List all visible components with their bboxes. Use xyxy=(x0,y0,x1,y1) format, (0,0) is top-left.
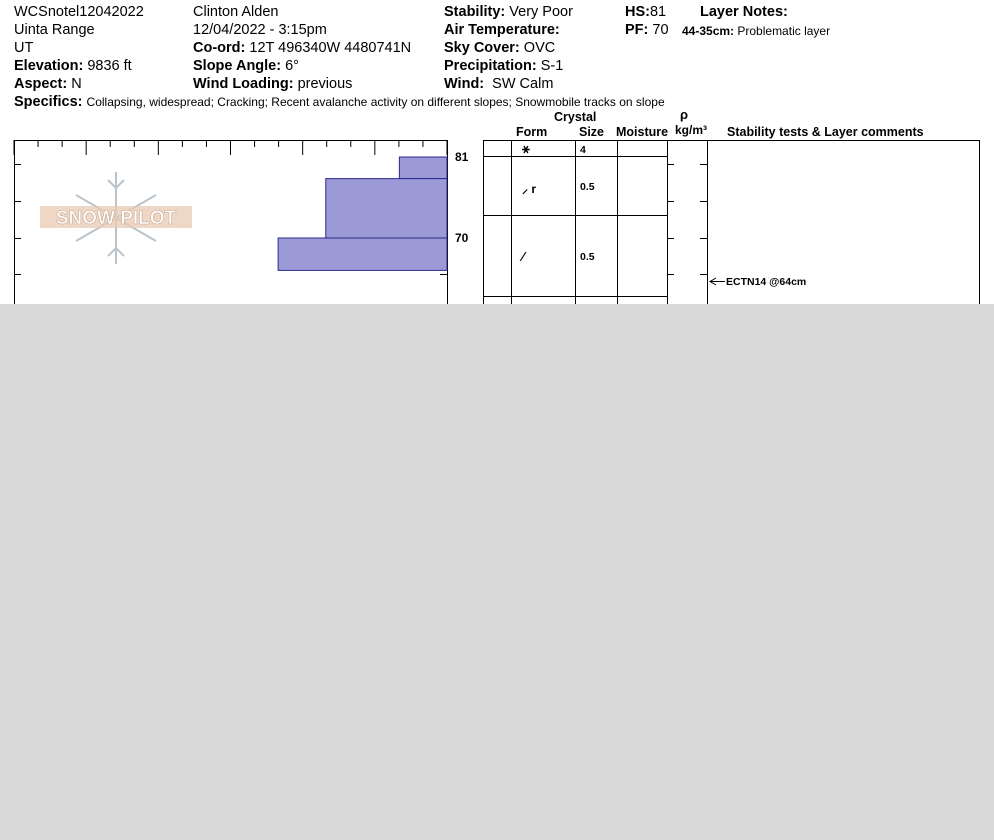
density-unit-header: kg/m³ xyxy=(675,123,708,137)
slope-label: Slope Angle: xyxy=(193,58,282,74)
form-header: Form xyxy=(516,125,548,139)
layer-note-range: 44-35cm: xyxy=(682,24,735,38)
specifics-label: Specifics: xyxy=(14,94,83,110)
wind-loading-label: Wind Loading: xyxy=(193,76,294,92)
layer-1-form: ⚹ xyxy=(522,141,530,156)
wind-loading-value: previous xyxy=(297,76,353,92)
snow-profile-page xyxy=(0,0,994,304)
pf-value: 70 xyxy=(652,22,669,38)
sky-cover-label: Sky Cover: xyxy=(444,40,520,56)
hs-value: 81 xyxy=(649,4,667,20)
hs-label: HS: xyxy=(625,4,650,20)
size-header: Size xyxy=(579,125,605,139)
layer-2-size: 0.5 xyxy=(580,181,595,193)
coord-label: Co-ord: xyxy=(193,40,246,56)
aspect-value: N xyxy=(71,76,82,92)
specifics-text: Collapsing, widespread; Cracking; Recent avalanche activity on different slopes; Snowmobile tracks on slope xyxy=(86,95,665,109)
stability-test-arrow xyxy=(710,278,725,285)
layer-2-form: ⸝ r xyxy=(522,182,537,196)
air-temp-label: Air Temperature: xyxy=(444,22,560,38)
elevation-label: Elevation: xyxy=(14,58,84,74)
elevation-value: 9836 ft xyxy=(87,58,132,74)
slope-value: 6° xyxy=(285,58,299,74)
layer-3-size: 0.5 xyxy=(580,251,595,263)
height-label: 81 xyxy=(455,150,469,164)
range-name: Uinta Range xyxy=(14,22,95,38)
observer: Clinton Alden xyxy=(193,4,279,20)
layer-notes-label: Layer Notes: xyxy=(700,4,788,20)
site-name: WCSnotel12042022 xyxy=(14,4,144,20)
height-label: 70 xyxy=(455,231,469,245)
coord-value: 12T 496340W 4480741N xyxy=(249,40,412,56)
layer-1-size: 4 xyxy=(580,144,586,156)
moisture-header: Moisture xyxy=(616,125,669,139)
precipitation-value: S-1 xyxy=(540,58,564,74)
stability-label: Stability: xyxy=(444,4,506,20)
layer-3-form: ∕ xyxy=(522,249,525,264)
wind-label: Wind: xyxy=(444,76,485,92)
aspect-label: Aspect: xyxy=(14,76,68,92)
sky-cover-value: OVC xyxy=(523,40,556,56)
precipitation-label: Precipitation: xyxy=(444,58,537,74)
crystal-header: Crystal xyxy=(554,110,597,124)
stability-value: Very Poor xyxy=(509,4,573,20)
layer-note-text: Problematic layer xyxy=(737,24,831,38)
stability-test-label: ECTN14 @64cm xyxy=(726,276,807,288)
rho-header: ρ xyxy=(680,107,689,122)
pf-label: PF: xyxy=(625,22,649,38)
comments-header: Stability tests & Layer comments xyxy=(727,125,924,139)
datetime: 12/04/2022 - 3:15pm xyxy=(193,22,327,38)
wind-value: SW Calm xyxy=(492,76,554,92)
state: UT xyxy=(14,40,34,56)
layer-table xyxy=(0,0,994,304)
logo-text: SNOW PILOT xyxy=(55,208,177,229)
